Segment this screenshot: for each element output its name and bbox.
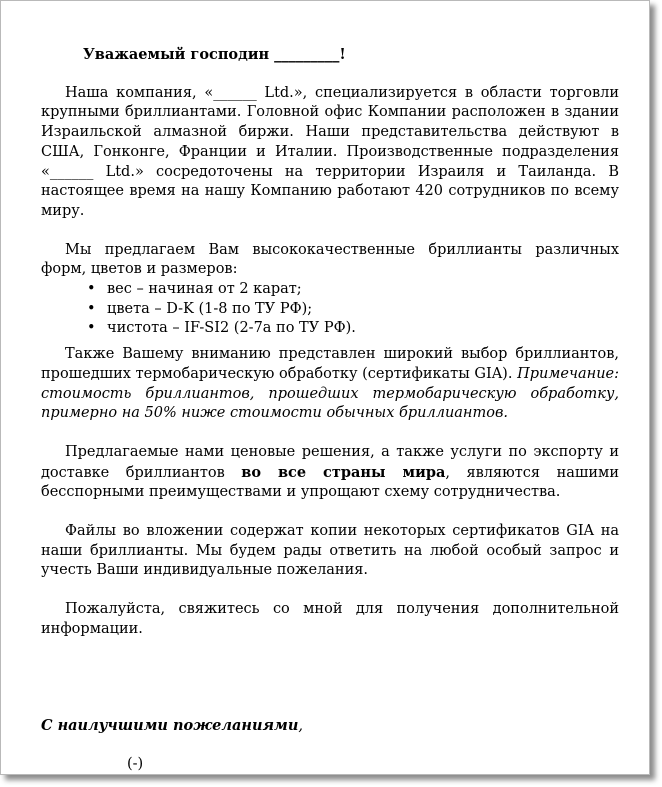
paragraph-text: , являются нашими бесспорными преимуществами и упрощают схему сотрудничества. — [41, 464, 619, 501]
note-text: Примечание: стоимость бриллиантов, прошедших термобарическую обработку, примерно на 50% ниже стоимости обычных бриллиантов. — [41, 365, 619, 422]
spacer — [41, 659, 619, 716]
paragraph-text: Предлагаемые нами ценовые решения, а также услуги по экспорту и доставке бриллиантов — [41, 443, 619, 481]
specs-list — [41, 280, 619, 339]
closing — [41, 716, 619, 737]
closing-comma: , — [298, 717, 303, 734]
list-item: • вес – начиная от 2 карат; — [107, 280, 619, 300]
paragraph-pricing — [41, 443, 619, 503]
salutation: Уважаемый господин _________! — [83, 46, 346, 63]
signature-placeholder: (-) — [127, 756, 144, 773]
paragraph-treated-diamonds — [41, 345, 619, 424]
paragraph-contact: Пожалуйста, свяжитесь со мной для получения дополнительной информации. — [41, 601, 619, 637]
closing-text: С наилучшими пожеланиями — [41, 716, 299, 734]
paragraph-company-intro: Наша компания, «______ Ltd.», специализируется в области торговли крупными бриллиантами. Головной офис Компании расположен в здании Израильской алмазной биржи. Наши представительства действуют в США, Гонконге, Франции и Италии. Производственные подразделения «______ Ltd.» сосредоточены на территории Израиля и Таиланда. В настоящее время на нашу Компанию работают 420 сотрудников по всему миру. — [41, 84, 619, 219]
letter-body — [41, 45, 619, 775]
list-item: • чистота – IF-SI2 (2-7а по ТУ РФ). — [107, 319, 619, 339]
paragraph-offer: Мы предлагаем Вам высококачественные бриллианты различных форм, цветов и размеров: — [41, 241, 619, 278]
emphasis-text: во все страны мира — [241, 463, 446, 481]
paragraph-attachments: Файлы во вложении содержат копии некоторых сертификатов GIA на наши бриллианты. Мы будем рады ответить на любой особый запрос и учесть Ваши индивидуальные пожелания. — [41, 523, 619, 579]
paragraph-text: Также Вашему вниманию представлен широкий выбор бриллиантов, прошедших термобарическую обработку (сертификаты GIA). — [41, 346, 619, 382]
list-item: • цвета – D-K (1-8 по ТУ РФ); — [107, 300, 619, 320]
